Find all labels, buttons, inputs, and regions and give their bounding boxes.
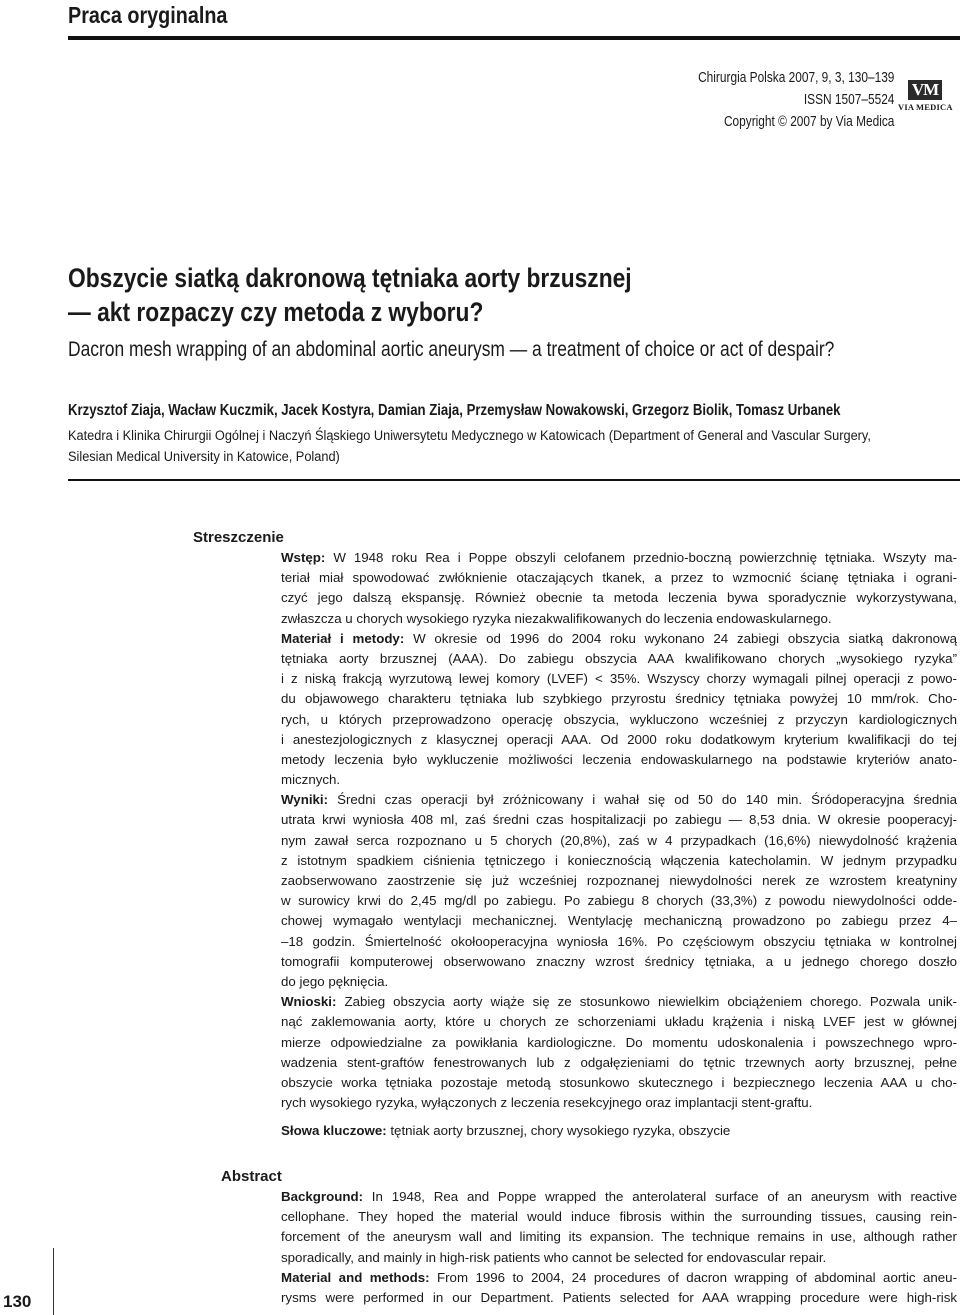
via-medica-logo-name: VIA MEDICA [898,102,953,112]
abstract-line: rysms were performed in our Department. Patients selected for AAA wrapping procedure were high-risk [281,1289,957,1305]
streszczenie-body [281,548,957,1113]
streszczenie-line: du objawowego charakteru tętniaka lub szybkiego przyrostu średnicy tętniaka powyżej 10 mm/rok. Cho- [281,691,957,707]
page-number: 130 [3,1292,32,1311]
abstract-line: sporadically, and mainly in high-risk patients who cannot be selected for endovascular repair. [281,1249,827,1265]
streszczenie-line: mierze odpowiedzialne za powikłania kardiologiczne. Do momentu udoskonalenia i powszechnego wpro- [281,1034,957,1050]
keywords [281,1123,730,1138]
streszczenie-line: chowej wymagało wentylacji mechanicznej. Wentylację mechaniczną prowadzono po zabiegu przez 4– [281,913,957,929]
affiliation [68,426,960,468]
authors: Krzysztof Ziaja, Wacław Kuczmik, Jacek Kostyra, Damian Ziaja, Przemysław Nowakowski, Grzegorz Biolik, Tomasz Urbanek [68,402,841,419]
journal-copyright: Copyright © 2007 by Via Medica [723,114,894,130]
abstract-heading: Abstract [221,1168,282,1185]
affiliation-line2: Silesian Medical University in Katowice, Poland) [68,449,340,465]
streszczenie-line: obszycie worka tętniaka pozostaje metodą stosunkowo skutecznego i bezpiecznego leczenia AAA u cho- [281,1074,957,1090]
streszczenie-line: nąć zaklemowania aorty, które u chorych ze schorzeniami układu krążenia i niską LVEF jest w głównej [281,1014,957,1030]
streszczenie-line: tętniaka aorty brzusznej (AAA). Do zabiegu obszycia AAA kwalifikowano chorych „wysokiego ryzyka” [281,650,957,666]
wstep-label: Wstęp: [281,550,326,565]
abstract-body [281,1187,957,1308]
streszczenie-line: w surowicy krwi do 2,45 mg/dl po zabiegu. Po zabiegu 8 chorych (33,3%) z powodu niewydolności odde- [281,893,957,909]
streszczenie-line: czyć jego dalszą ekspansję. Również obecnie ta metoda leczenia bywa sporadycznie wykorzystywana, [281,590,957,606]
journal-citation: Chirurgia Polska 2007, 9, 3, 130–139 [697,70,894,86]
section-label: Praca oryginalna [68,2,228,28]
streszczenie-line: Wnioski: Zabieg obszycia aorty wiąże się ze stosunkowo niewielkim obciążeniem chorego. Pozwala unik- [281,994,957,1010]
keywords-label: Słowa kluczowe: [281,1123,387,1138]
article-title-pl-line1: Obszycie siatką dakronową tętniaka aorty brzusznej [68,263,632,293]
via-medica-logo-mark: VM [908,80,942,100]
wyniki-label: Wyniki: [281,792,329,808]
streszczenie-line: teriał miał spowodować zwłóknienie otaczających tkanek, a przez to wzmocnić ścianę tętniaka i ograni- [281,570,957,586]
streszczenie-line: rych wysokiego ryzyka, wyłączonych z leczenia resekcyjnego oraz implantacji stent-graftu. [281,1095,813,1111]
streszczenie-line: utrata krwi wyniosła 408 ml, zaś średni czas hospitalizacji po zabiegu — 8,53 dnia. W okresie pooperacyj- [281,812,957,828]
wnioski-label: Wnioski: [281,994,337,1010]
streszczenie-line: zaobserwowano zaostrzenie się już wcześniej rozpoznanej niewydolności nerek ze wzrostem kreatyniny [281,873,957,888]
abstract-line: cellophane. They hoped the material would induce fibrosis within the surrounding tissues, causing rein- [281,1209,957,1225]
streszczenie-line: metody leczenia było wykluczenie możliwości leczenia endowaskularnego na podstawie kryteriów anato- [281,751,957,767]
streszczenie-line: z istotnym spadkiem ciśnienia tętniczego i koniecznością włączenia katecholamin. W jednym przypadku [281,852,957,868]
streszczenie-line: Wyniki: Średni czas operacji był zróżnicowany i wahał się od 50 do 140 min. Śródoperacyjna średnia [281,792,957,808]
streszczenie-line: rych, u których przeprowadzono operację obszycia, wykluczono wcześniej z przyczyn kardiologicznych [281,711,957,727]
streszczenie-line: Wstęp: W 1948 roku Rea i Poppe obszyli celofanem przednio-boczną powierzchnię tętniaka. Wszyty ma- [281,550,957,565]
streszczenie-line: i anestezjologicznych z klasycznej operacji AAA. Od 2000 roku dodatkowym kryterium kwalifikacji do tej [281,731,957,747]
abstract-line: forcement of the aneurysm wall and limiting its expansion. The technique remains in use, although rather [281,1229,957,1245]
margin-rule [53,1248,54,1315]
via-medica-logo [898,80,956,116]
article-title-pl-line2: — akt rozpaczy czy metoda z wyboru? [68,297,484,327]
abstract-line: Background: In 1948, Rea and Poppe wrapped the anterolateral surface of an aneurysm with reactive [281,1189,957,1204]
article-title-pl [68,261,723,329]
streszczenie-line: nym zawał serca rozpoznano u 5 chorych (20,8%), zaś w 4 przypadkach (16,6%) niewydolność krążenia [281,832,957,848]
streszczenie-line: Materiał i metody: W okresie od 1996 do 2004 roku wykonano 24 zabiegi obszycia siatką dakronową [281,630,957,646]
material-label: Materiał i metody: [281,630,405,646]
affiliation-line1: Katedra i Klinika Chirurgii Ogólnej i Naczyń Śląskiego Uniwersytetu Medycznego w Katowicach (Department of General and Vascular Surgery, [68,428,871,444]
streszczenie-line: i z niską frakcją wyrzutową lewej komory (LVEF) < 35%. Wszyscy chorzy wymagali pilnej operacji z powo- [281,671,957,687]
methods-label: Material and methods: [281,1269,430,1285]
streszczenie-line: tomografii komputerowej obserwowano znaczny wzrost średnicy tętniaka, a u jednego chorego doszło [281,953,957,969]
journal-info [655,67,894,133]
streszczenie-line: wadzenia stent-graftów fenestrowanych lub z odgałęzieniami do tętnic trzewnych aorty brzusznej, pełne [281,1054,957,1070]
streszczenie-heading: Streszczenie [193,529,284,546]
top-rule [68,36,960,40]
journal-issn: ISSN 1507–5524 [803,92,894,108]
streszczenie-line: zwłaszcza u chorych wysokiego ryzyka niezakwalifikowanych do leczenia endowaskularnego. [281,610,832,626]
keywords-text: tętniak aorty brzusznej, chory wysokiego ryzyka, obszycie [386,1123,731,1138]
streszczenie-line: –18 godzin. Śmiertelność okołooperacyjna wyniosła 16%. Po częściowym obszyciu tętniaka w kontrolnej [281,933,957,949]
section-rule [68,479,960,481]
background-label: Background: [281,1189,364,1204]
streszczenie-line: do jego pęknięcia. [281,973,389,989]
abstract-line: Material and methods: From 1996 to 2004, 24 procedures of dacron wrapping of abdominal aortic aneu- [281,1269,957,1285]
streszczenie-line: micznych. [281,772,341,788]
article-title-en: Dacron mesh wrapping of an abdominal aortic aneurysm — a treatment of choice or act of despair? [68,338,835,361]
